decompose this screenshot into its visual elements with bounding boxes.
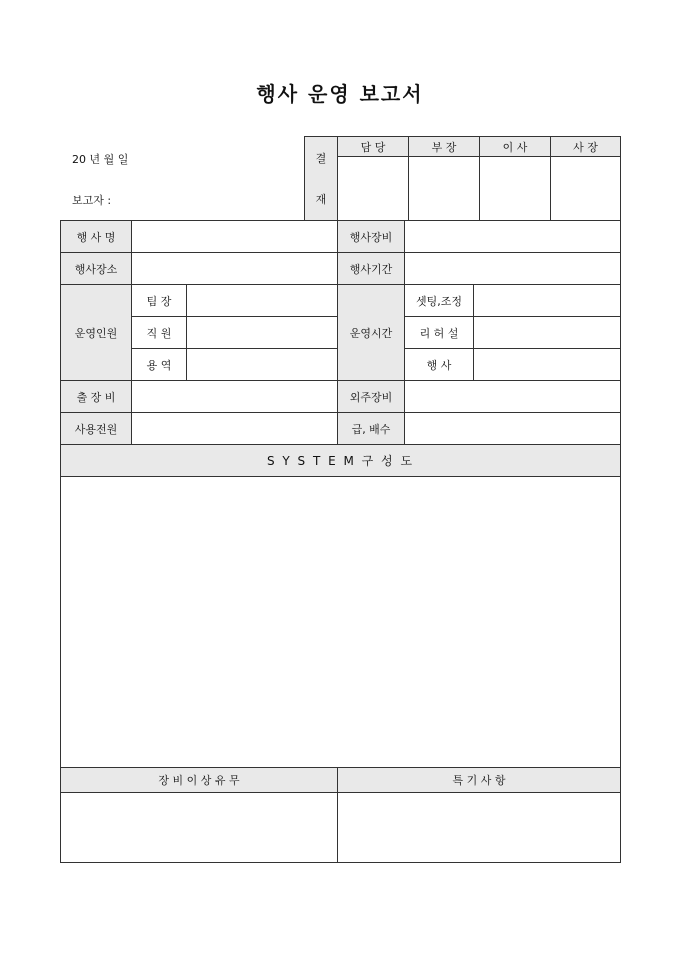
field-supply-wiring[interactable]	[404, 412, 621, 445]
label-event-name: 행 사 명	[60, 220, 132, 253]
label-time-event: 행 사	[404, 348, 474, 381]
approval-side-label	[304, 136, 338, 221]
approval-side-bottom: 재	[315, 193, 327, 207]
approval-sign-president[interactable]	[550, 156, 621, 221]
system-section-header: S Y S T E M 구 성 도	[60, 444, 621, 477]
label-operating-time: 운영시간	[337, 284, 405, 381]
field-event-equipment[interactable]	[404, 220, 621, 253]
label-staff: 운영인원	[60, 284, 132, 381]
label-staff-contractor: 용 역	[131, 348, 187, 381]
label-trip-equipment: 출 장 비	[60, 380, 132, 413]
label-staff-leader: 팀 장	[131, 284, 187, 317]
approval-sign-executive[interactable]	[479, 156, 551, 221]
field-time-event[interactable]	[473, 348, 621, 381]
label-time-rehearsal: 리 허 설	[404, 316, 474, 349]
label-power-usage: 사용전원	[60, 412, 132, 445]
field-staff-employee[interactable]	[186, 316, 338, 349]
field-trip-equipment[interactable]	[131, 380, 338, 413]
label-staff-employee: 직 원	[131, 316, 187, 349]
remarks-header: 특 기 사 항	[337, 767, 621, 793]
label-event-venue: 행사장소	[60, 252, 132, 285]
equipment-issues-header: 장 비 이 상 유 무	[60, 767, 338, 793]
approval-col-executive: 이 사	[479, 136, 551, 157]
field-event-period[interactable]	[404, 252, 621, 285]
field-power-usage[interactable]	[131, 412, 338, 445]
label-outsourced-equipment: 외주장비	[337, 380, 405, 413]
approval-sign-director[interactable]	[408, 156, 480, 221]
label-time-setup: 셋팅,조정	[404, 284, 474, 317]
field-staff-contractor[interactable]	[186, 348, 338, 381]
reporter-label: 보고자 :	[72, 194, 112, 207]
approval-side-top: 결	[315, 151, 327, 165]
document-title: 행사 운영 보고서	[256, 82, 424, 106]
label-event-period: 행사기간	[337, 252, 405, 285]
date-label: 20 년 월 일	[72, 153, 129, 166]
approval-col-manager: 담 당	[337, 136, 409, 157]
field-time-setup[interactable]	[473, 284, 621, 317]
equipment-issues-field[interactable]	[60, 792, 338, 863]
remarks-field[interactable]	[337, 792, 621, 863]
system-diagram-area[interactable]	[60, 476, 621, 768]
label-supply-wiring: 급, 배수	[337, 412, 405, 445]
approval-col-president: 사 장	[550, 136, 621, 157]
field-time-rehearsal[interactable]	[473, 316, 621, 349]
field-event-name[interactable]	[131, 220, 338, 253]
field-event-venue[interactable]	[131, 252, 338, 285]
approval-sign-manager[interactable]	[337, 156, 409, 221]
field-staff-leader[interactable]	[186, 284, 338, 317]
label-event-equipment: 행사장비	[337, 220, 405, 253]
approval-col-director: 부 장	[408, 136, 480, 157]
field-outsourced-equipment[interactable]	[404, 380, 621, 413]
